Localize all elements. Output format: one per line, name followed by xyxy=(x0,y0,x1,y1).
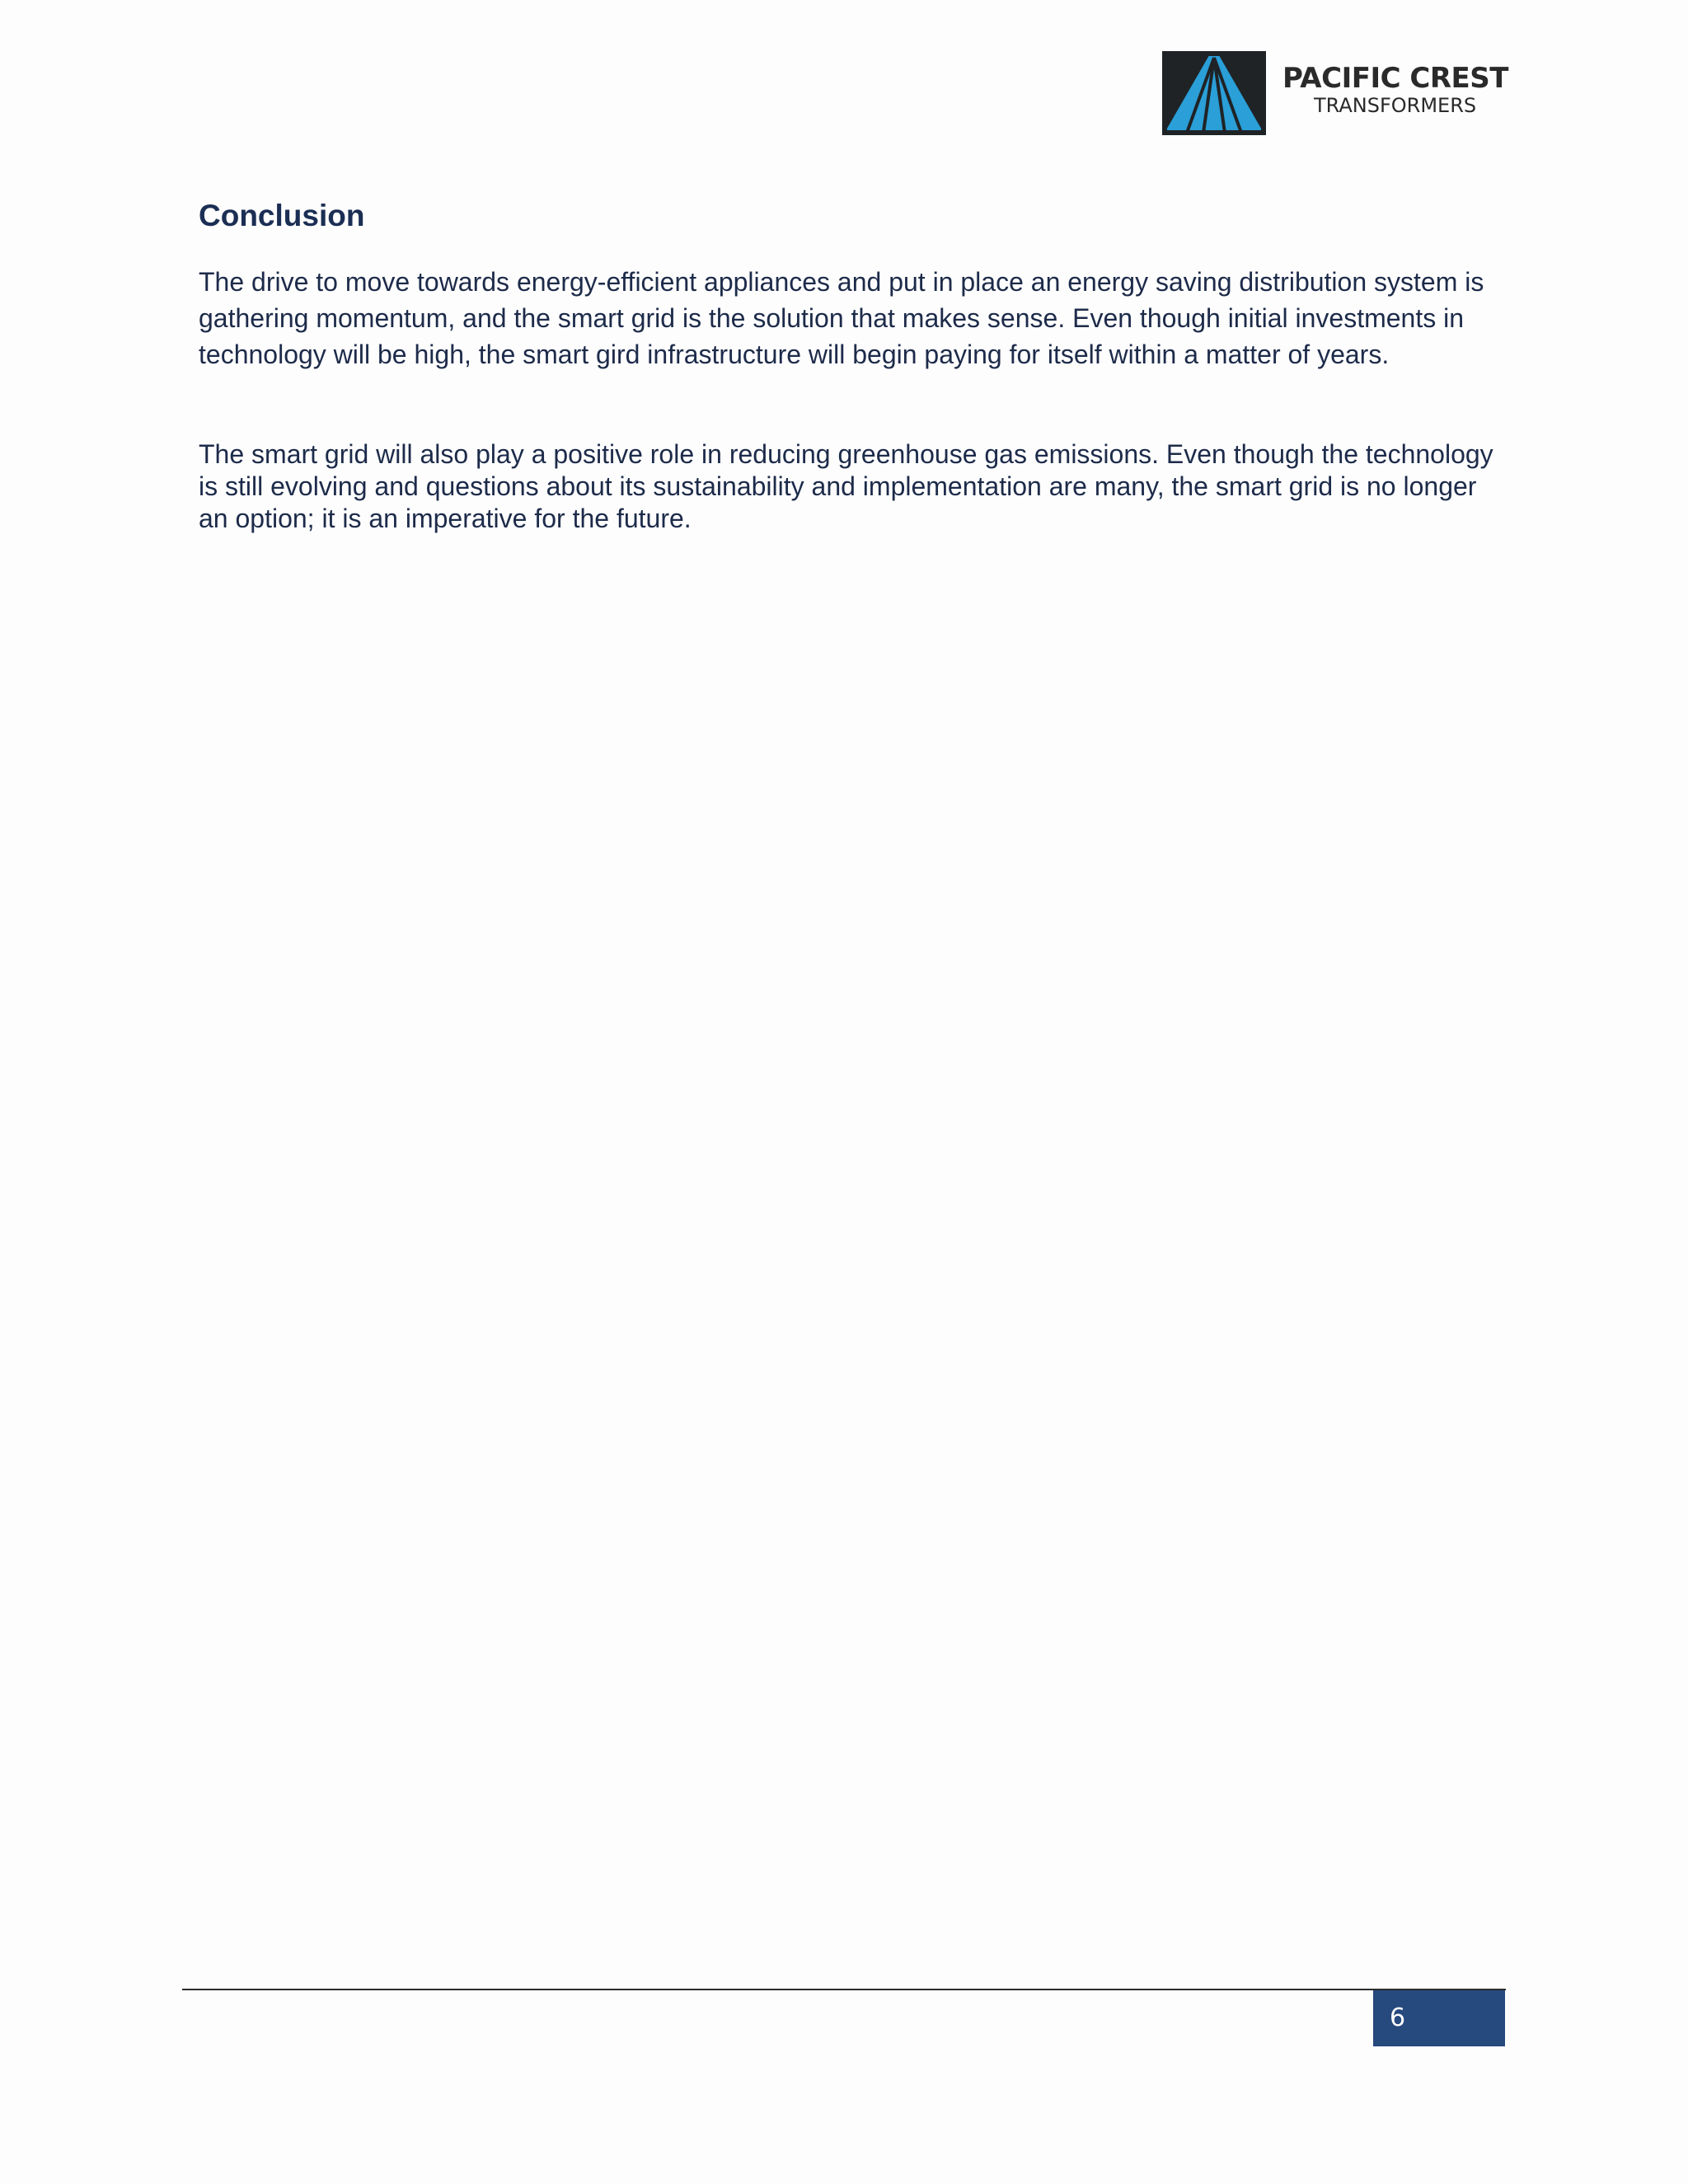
company-logo xyxy=(1162,51,1533,137)
logo-company-name: PACIFIC CREST xyxy=(1282,62,1508,95)
transmission-tower-logo-icon xyxy=(1162,51,1266,135)
page-number: 6 xyxy=(1373,1990,1505,2046)
body-paragraph-1: The drive to move towards energy-efficient appliances and put in place an energy saving distribution system is gathering momentum, and the smart grid is the solution that makes sense. Even though initial investments in technology will be high, the smart gird infrastructure will begin paying for itself within a matter of years. xyxy=(199,267,1484,369)
logo-wordmark xyxy=(1282,63,1533,117)
logo-company-subtitle: TRANSFORMERS xyxy=(1314,94,1477,117)
body-paragraph-2: The smart grid will also play a positive role in reducing greenhouse gas emissions. Even though the technology is still evolving and questions about its sustainability and implementation are many, the smart grid is no longer an option; it is an imperative for the future. xyxy=(199,439,1493,533)
section-heading: Conclusion xyxy=(199,199,365,232)
footer-divider xyxy=(182,1989,1506,1990)
